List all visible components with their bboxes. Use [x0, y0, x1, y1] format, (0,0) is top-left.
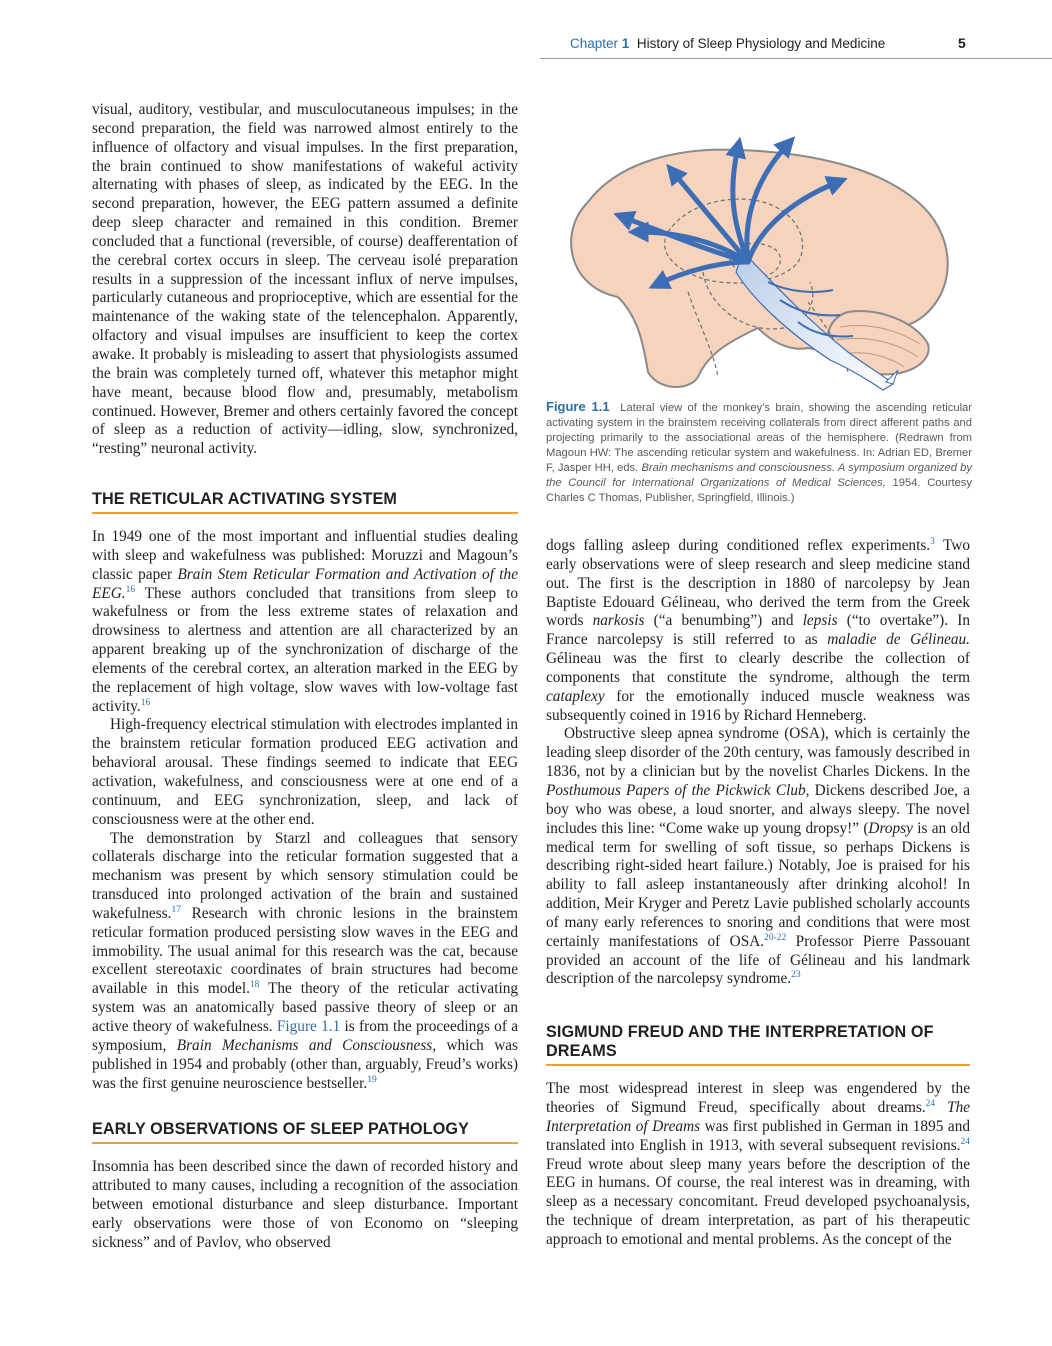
text-run: Dickens described Joe, a boy who was obese, a loud snorter, and always sleepy. The novel includes this line: “Come wake up young dropsy!” (: [546, 781, 970, 837]
text-run: which was published in 1954 and probably (other than, arguably, Freud’s works) was the first genuine neuroscience bestseller.: [92, 1036, 518, 1092]
chapter-label: Chapter: [570, 36, 619, 51]
caption-text: 1954. Courtesy Charles C Thomas, Publisher, Springfield, Illinois.): [546, 477, 972, 504]
figure-link[interactable]: Figure 1.1: [276, 1017, 341, 1035]
chapter-title-text: History of Sleep Physiology and Medicine: [636, 36, 886, 51]
text-run: is from the proceedings of a symposium,: [92, 1017, 518, 1054]
reference-link[interactable]: 17: [171, 904, 181, 915]
header-rule: [540, 58, 1052, 59]
reference-link[interactable]: 3: [930, 537, 935, 547]
text-run: for the emotionally induced muscle weakness was subsequently coined in 1916 by Richard Henneberg.: [546, 687, 970, 724]
ras-paragraph-3: [92, 830, 518, 1094]
text-run: [935, 1099, 947, 1116]
section-heading-early-observations: EARLY OBSERVATIONS OF SLEEP PATHOLOGY: [92, 1120, 518, 1144]
text-run: In 1949 one of the most important and influential studies dealing with sleep and wakefulness was published: Moruzzi and Magoun’s classic paper: [92, 528, 518, 583]
book-title: Brain Mechanisms and Consciousness,: [176, 1036, 437, 1054]
figure-caption: [546, 399, 972, 506]
text-run: These authors concluded that transitions from sleep to wakefulness or from the less extreme states of relaxation and drowsiness to alertness and attention are all characterized by an apparent breaking up of the synchronization of discharge of the elements of the cerebral cortex, an alteration marked in the EEG by the replacement of high voltage, slow waves with low-voltage fast activity.: [92, 584, 518, 715]
text-run: Obstructive sleep apnea syndrome (OSA), which is certainly the leading sleep disorder of the 20th century, was famously described in 1836, not by a clinician but by the novelist Charles Dickens. In the: [546, 725, 970, 781]
early-observations-paragraph: Insomnia has been described since the dawn of recorded history and attributed to many causes, including a recognition of the association between emotional disturbance and sleep disturbance. Important early observations were those of von Economo on “sleeping sickness” and of Pavlov, who observed: [92, 1158, 518, 1251]
right-paragraph-1: [546, 537, 970, 725]
reference-link[interactable]: 16: [125, 584, 136, 595]
text-run: was first published in German in 1895 and translated into English in 1913, with several subsequent revisions.: [546, 1117, 970, 1154]
right-paragraph-2: [546, 725, 970, 989]
reference-link[interactable]: 19: [367, 1074, 377, 1085]
text-run: Freud wrote about sleep many years before the description of the EEG in humans. Of course, the real interest was in dreaming, with sleep as a necessary concomitant. Freud developed psychoanalysis, the technique of dream interpretation, as part of his therapeutic approach to emotional and mental problems. As the concept of the: [546, 1155, 970, 1248]
running-head: [0, 0, 1052, 62]
text-run: Two early observations were of sleep research and sleep medicine stand out. The first is the description in 1880 of narcolepsy by Jean Baptiste Edouard Gélineau, who derived the term from the Greek words: [546, 537, 970, 630]
text-run: The demonstration by Starzl and colleagues that sensory collaterals discharge into the reticular formation suggested that a mechanism was present by which sensory stimulation could be transduced into prolonged activation of the brain and sustained wakefulness.: [92, 829, 518, 922]
ras-paragraph-1: [92, 528, 518, 716]
medical-term: cataplexy: [546, 687, 605, 705]
paper-title: Brain Stem Reticular Formation and Activation of the EEG.: [92, 565, 518, 602]
caption-book-title: Brain mechanisms and consciousness. A symposium organized by the Council for International Organizations of Medical Sciences,: [546, 462, 972, 489]
text-run: Research with chronic lesions in the brainstem reticular formation produced persisting slow waves in the EEG and immobility. The usual animal for this research was the cat, because excellent stereotaxic coordinates of brain structures had become available in this model.: [92, 904, 518, 998]
novel-title: Posthumous Papers of the Pickwick Club,: [546, 781, 810, 799]
book-title: The Interpretation of Dreams: [546, 1099, 971, 1135]
text-run: The most widespread interest in sleep was engendered by the theories of Sigmund Freud, specifically about dreams.: [546, 1080, 970, 1117]
freud-paragraph: [546, 1080, 970, 1250]
greek-term: lepsis: [802, 612, 838, 630]
intro-paragraph: visual, auditory, vestibular, and musculocutaneous impulses; in the second preparation, the field was narrowed almost entirely to the influence of olfactory and visual impulses. In the first preparation, the brain continued to show manifestations of wakeful activity alternating with phases of sleep, as indicated by the EEG. In the second preparation, however, the EEG pattern assumed a definite deep sleep character and remained in this condition. Bremer concluded that a functional (reversible, of course) deafferentation of the cerebral cortex occurs in sleep. The cerveau isolé preparation results in a suppression of the incessant influx of nerve impulses, particularly cutaneous and proprioceptive, which are essential for the maintenance of the waking state of the telencephalon. Apparently, olfactory and visual impulses are insufficient to keep the cortex awake. It probably is misleading to assert that physiologists assumed the brain was completely turned off, whatever this metaphor might have meant, because blood flow and, presumably, metabolism continued. However, Bremer and others certainly favored the concept of sleep as a reduction of activity—idling, slow, synchronized, “resting” neuronal activity.: [92, 101, 518, 458]
text-run: is an old medical term for swelling of soft tissue, so perhaps Dickens is describing right-sided heart failure.) Notably, Joe is praised for his ability to fall asleep instantaneously after drinking alcohol! In addition, Meir Kryger and Peretz Lavie published scholarly accounts of many early references to snoring and conditions that were most certainly manifestations of OSA.: [546, 819, 970, 950]
page-number: 5: [958, 35, 966, 51]
ras-paragraph-2: High-frequency electrical stimulation with electrodes implanted in the brainstem reticular formation produced EEG activation and behavioral arousal. These findings seemed to indicate that EEG activation, wakefulness, and consciousness were at one end of a continuum, and EEG synchronization, sleep, and lack of consciousness were at the other end.: [92, 716, 518, 828]
reference-link[interactable]: 16: [140, 697, 151, 708]
text-run: Gélineau was the first to clearly describe the collection of components that constitute the syndrome, although the term: [546, 650, 970, 686]
text-run: (“to overtake”). In France narcolepsy is still referred to as: [546, 612, 970, 649]
figure-label: Figure 1.1: [546, 399, 610, 414]
chapter-title: [570, 36, 885, 51]
reference-link[interactable]: 24: [925, 1099, 936, 1110]
reference-link[interactable]: 20-22: [764, 932, 787, 943]
greek-term: narkosis: [592, 612, 645, 630]
brain-illustration: [548, 122, 968, 400]
text-run: Professor Pierre Passouant provided an account of the life of Gélineau and his landmark description of the narcolepsy syndrome.: [546, 932, 970, 988]
left-column: [92, 101, 518, 1253]
medical-term: Dropsy: [868, 819, 913, 837]
section-heading-ras: THE RETICULAR ACTIVATING SYSTEM: [92, 490, 518, 514]
french-term: maladie de Gélineau.: [827, 631, 970, 649]
reference-link[interactable]: 18: [249, 980, 260, 991]
chapter-number: 1: [621, 36, 630, 51]
text-run: (“a benumbing”) and: [644, 612, 803, 630]
caption-text: Lateral view of the monkey’s brain, showing the ascending reticular activating system in the brainstem receiving collaterals from direct afferent paths and projecting primarily to the associational areas of the hemisphere. (Redrawn from Magoun HW: The ascending reticular system and wakefulness. In: Adrian ED, Bremer F, Jasper HH, eds.: [546, 402, 973, 474]
section-heading-freud: SIGMUND FREUD AND THE INTERPRETATION OF DREAMS: [546, 1023, 970, 1066]
reference-link[interactable]: 23: [791, 970, 801, 981]
text-run: dogs falling asleep during conditioned reflex experiments.: [546, 537, 931, 554]
text-run: The theory of the reticular activating system was an anatomically based passive theory of sleep or an active theory of wakefulness.: [92, 980, 518, 1035]
right-column: [546, 537, 970, 1250]
reference-link[interactable]: 24: [960, 1136, 970, 1147]
